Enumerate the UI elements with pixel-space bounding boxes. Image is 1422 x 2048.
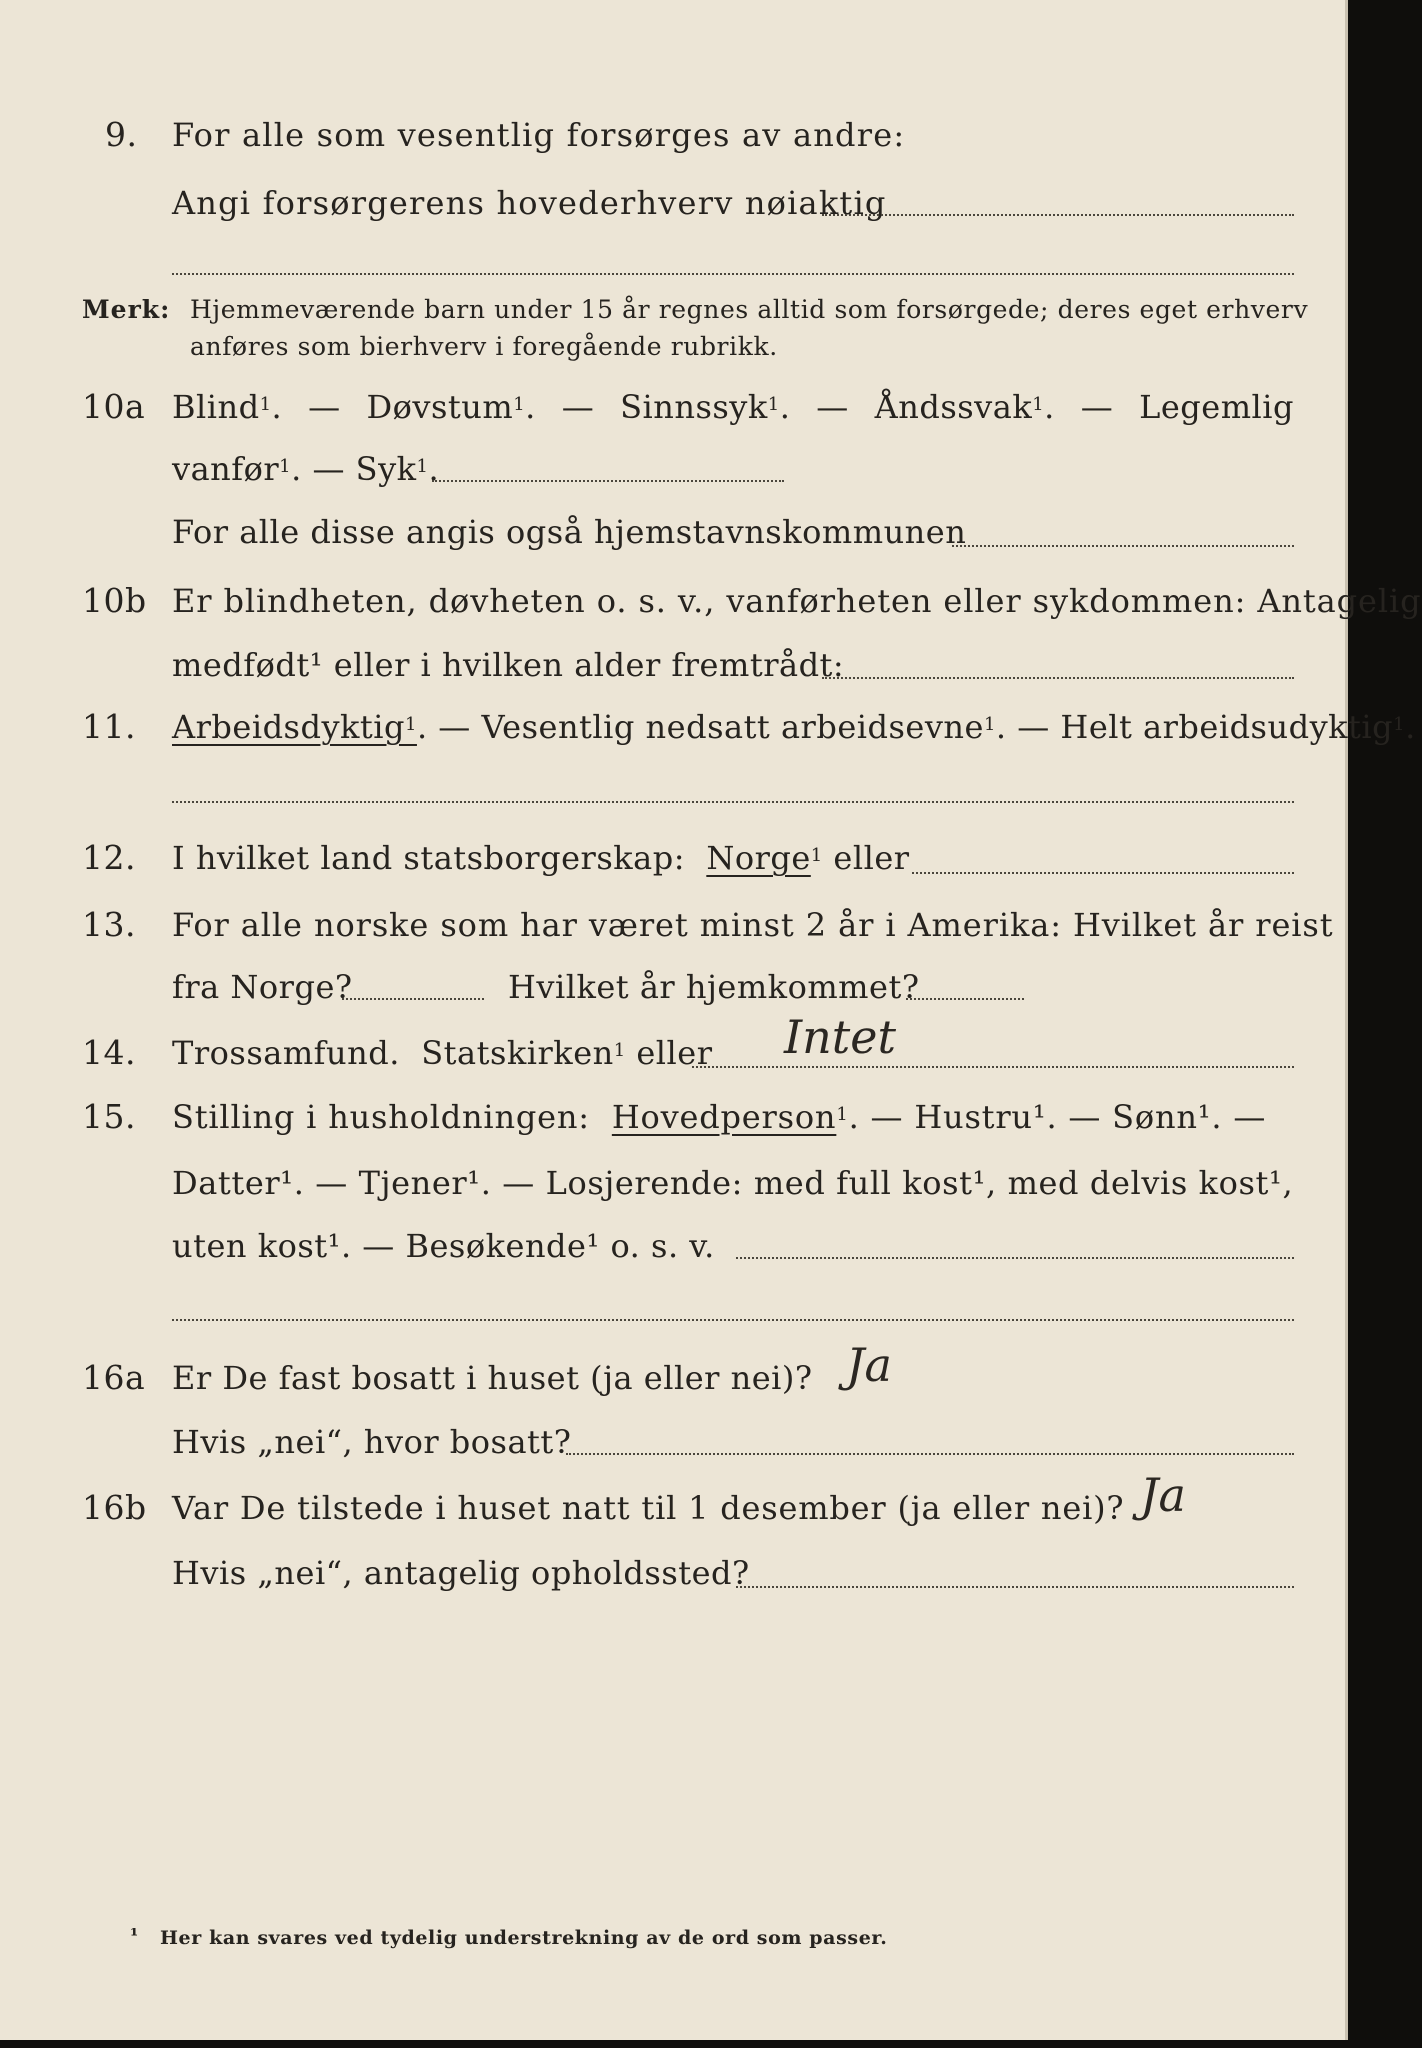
dash: — xyxy=(1080,388,1114,426)
q10b-answer-line xyxy=(822,677,1294,679)
q15-number: 15. xyxy=(82,1097,136,1136)
q13-reist-line xyxy=(342,998,484,1000)
q15-answer-line xyxy=(736,1257,1294,1259)
dash: — xyxy=(308,388,341,426)
q15-line1: Stilling i husholdningen: Hovedperson$^1$. — Hustru¹. — Sønn¹. — xyxy=(172,1098,1267,1136)
q10a-syk-line xyxy=(432,480,784,482)
q9-answer-line-2 xyxy=(172,273,1294,275)
q11-answer-line xyxy=(172,801,1294,803)
q16a-number: 16a xyxy=(82,1358,146,1397)
q11-opt2: Vesentlig nedsatt arbeidsevne xyxy=(481,708,984,746)
q14-answer-line xyxy=(692,1066,1294,1068)
dash: — xyxy=(312,450,345,488)
q13-line2b: Hvilket år hjemkommet? xyxy=(508,968,920,1006)
q11-opt3: Helt arbeidsudyktig xyxy=(1060,708,1394,746)
q12-eller: eller xyxy=(833,839,910,877)
q12-text: I hvilket land statsborgerskap: xyxy=(172,839,685,877)
q16b-handwritten-answer: Ja xyxy=(1140,1468,1186,1522)
q16b-line2: Hvis „nei“, antagelig opholdssted? xyxy=(172,1554,750,1592)
q11-line: Arbeidsdyktig$^1$. — Vesentlig nedsatt arbeidsevne$^1$. — Helt arbeidsudyktig$^1$. xyxy=(172,708,1416,746)
q16a-line2: Hvis „nei“, hvor bosatt? xyxy=(172,1423,572,1461)
q10b-line1: Er blindheten, døvheten o. s. v., vanførheten eller sykdommen: Antagelig xyxy=(172,582,1422,620)
q10a-sinnssyk: Sinnssyk xyxy=(620,388,768,426)
q13-hjemkommet-line xyxy=(906,998,1024,1000)
q9-line1: For alle som vesentlig forsørges av andre: xyxy=(172,116,906,154)
q9-line2: Angi forsørgerens hovederhverv nøiaktig xyxy=(172,184,887,222)
q10a-dovstum: Døvstum xyxy=(366,388,514,426)
q10b-number: 10b xyxy=(82,581,147,620)
merk-line1: Hjemmeværende barn under 15 år regnes alltid som forsørgede; deres eget erhverv xyxy=(190,295,1309,324)
q15-hovedperson-underlined: Hovedperson xyxy=(611,1098,837,1136)
q12-line: I hvilket land statsborgerskap: Norge$^1$ eller xyxy=(172,839,910,877)
q11-opt1: Arbeidsdyktig xyxy=(172,708,405,746)
q16b-line1: Var De tilstede i huset natt til 1 desember (ja eller nei)? xyxy=(172,1489,1125,1527)
q13-line2a: fra Norge? xyxy=(172,968,353,1006)
q15-line3: uten kost¹. — Besøkende¹ o. s. v. xyxy=(172,1227,715,1265)
q12-answer-line xyxy=(912,872,1294,874)
q10a-kommune-line xyxy=(952,545,1294,547)
q10a-syk: Syk xyxy=(355,450,417,488)
q14-line: Trossamfund. Statskirken$^1$ eller xyxy=(172,1034,713,1072)
q15-line2: Datter¹. — Tjener¹. — Losjerende: med full kost¹, med delvis kost¹, xyxy=(172,1164,1294,1202)
q14-statskirken: Statskirken xyxy=(421,1034,614,1072)
q10a-blind: Blind xyxy=(172,388,260,426)
q10a-vanfor: vanfør xyxy=(172,450,280,488)
q12-number: 12. xyxy=(82,838,136,877)
q10a-line1: Blind$^1$. — Døvstum$^1$. — Sinnssyk$^1$. — Åndssvak$^1$. — Legemlig xyxy=(172,388,1294,426)
q10a-number: 10a xyxy=(82,387,146,426)
q16a-handwritten-answer: Ja xyxy=(846,1338,892,1392)
q10a-line3: For alle disse angis også hjemstavnskommunen xyxy=(172,513,967,551)
q10b-line2: medfødt¹ eller i hvilken alder fremtrådt: xyxy=(172,646,845,684)
dash: — xyxy=(816,388,849,426)
q11-number: 11. xyxy=(82,707,136,746)
q15-answer-line-2 xyxy=(172,1319,1294,1321)
q16b-answer-line xyxy=(736,1586,1294,1588)
q14-eller: eller xyxy=(636,1034,713,1072)
q9-number: 9. xyxy=(105,115,138,154)
q9-answer-line xyxy=(822,214,1294,216)
q10a-andssvak: Åndssvak xyxy=(874,388,1033,426)
footnote-text: Her kan svares ved tydelig understrekning av de ord som passer. xyxy=(160,1927,888,1949)
q10a-legemlig: Legemlig xyxy=(1139,388,1294,426)
q16a-line1: Er De fast bosatt i huset (ja eller nei)? xyxy=(172,1359,813,1397)
q14-text: Trossamfund. xyxy=(172,1034,400,1072)
merk-line2: anføres som bierhverv i foregående rubrikk. xyxy=(190,332,778,361)
q10a-line2: vanfør$^1$. — Syk$^1$. xyxy=(172,450,440,488)
q13-line1: For alle norske som har været minst 2 år i Amerika: Hvilket år reist xyxy=(172,906,1334,944)
q16b-number: 16b xyxy=(82,1488,147,1527)
q14-handwritten-answer: Intet xyxy=(784,1010,896,1064)
q12-norge-underlined: Norge xyxy=(706,839,811,877)
q14-number: 14. xyxy=(82,1033,136,1072)
q15-line1b: . — Hustru¹. — Sønn¹. — xyxy=(848,1098,1267,1136)
q11-arbeidsdyktig-underlined: Arbeidsdyktig$^1$ xyxy=(172,708,417,746)
dash: — xyxy=(561,388,595,426)
footnote-mark: ¹ xyxy=(130,1925,139,1947)
q16a-answer-line xyxy=(566,1453,1294,1455)
q15-line1a: Stilling i husholdningen: xyxy=(172,1098,590,1136)
q13-number: 13. xyxy=(82,905,136,944)
merk-label: Merk: xyxy=(82,295,171,324)
